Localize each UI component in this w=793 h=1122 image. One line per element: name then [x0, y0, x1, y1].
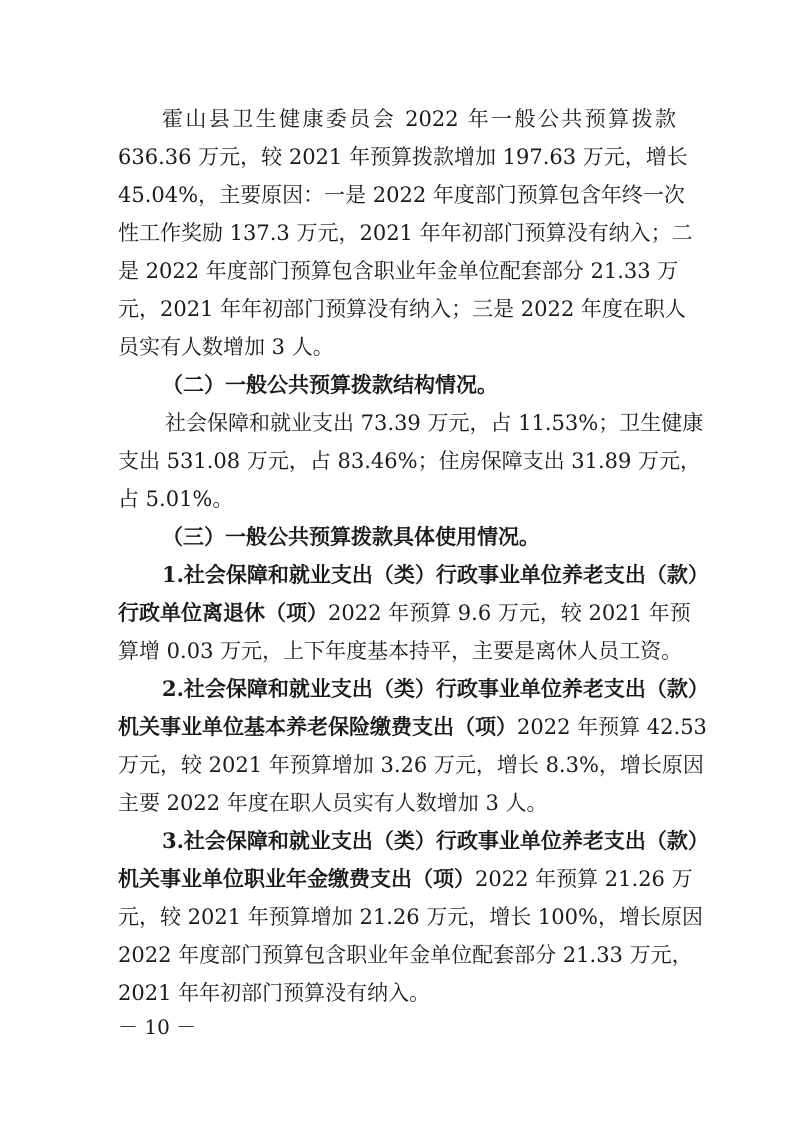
item-heading: 1.社会保障和就业支出（类）行政事业单位养老支出（款）	[162, 562, 709, 587]
paragraph-line: 2022 年度部门预算包含职业年金单位配套部分 21.33 万元，	[118, 943, 693, 967]
section-heading: （二）一般公共预算拨款结构情况。	[162, 372, 498, 397]
item-text: 2022 年预算 9.6 万元，较 2021 年预	[328, 601, 691, 625]
paragraph-line: 2021 年年初部门预算没有纳入。	[118, 981, 431, 1005]
paragraph-line: 霍山县卫生健康委员会 2022 年一般公共预算拨款	[162, 107, 676, 131]
paragraph-line	[118, 712, 707, 744]
item-subheading: 机关事业单位职业年金缴费支出（项）	[118, 866, 475, 891]
paragraph-line: 性工作奖励 137.3 万元，2021 年年初部门预算没有纳入；二	[118, 221, 693, 245]
paragraph-line: 员实有人数增加 3 人。	[118, 335, 334, 359]
paragraph-line: 占 5.01%。	[118, 487, 234, 511]
paragraph-line	[118, 864, 693, 896]
item-text: 2022 年预算 21.26 万	[475, 867, 693, 891]
paragraph-line: 社会保障和就业支出 73.39 万元，占 11.53%；卫生健康	[165, 411, 704, 435]
item-subheading: 机关事业单位基本养老保险缴费支出（项）	[118, 714, 517, 739]
paragraph-line: 主要 2022 年度在职人员实有人数增加 3 人。	[118, 791, 548, 815]
item-heading: 3.社会保障和就业支出（类）行政事业单位养老支出（款）	[162, 828, 709, 853]
section-heading: （三）一般公共预算拨款具体使用情况。	[162, 524, 540, 549]
paragraph-line: 万元，较 2021 年预算增加 3.26 万元，增长 8.3%，增长原因	[118, 753, 704, 777]
paragraph-line: 636.36 万元，较 2021 年预算拨款增加 197.63 万元，增长	[118, 145, 688, 169]
item-heading: 2.社会保障和就业支出（类）行政事业单位养老支出（款）	[162, 676, 709, 701]
page-number: － 10 －	[118, 1015, 197, 1039]
paragraph-line	[118, 598, 691, 630]
paragraph-line: 是 2022 年度部门预算包含职业年金单位配套部分 21.33 万	[118, 259, 679, 283]
paragraph-line: 支出 531.08 万元，占 83.46%；住房保障支出 31.89 万元，	[118, 449, 702, 473]
paragraph-line: 算增 0.03 万元，上下年度基本持平，主要是离休人员工资。	[118, 639, 683, 663]
item-subheading: 行政单位离退休（项）	[118, 600, 328, 625]
paragraph-line: 元，2021 年年初部门预算没有纳入；三是 2022 年度在职人	[118, 297, 686, 321]
item-text: 2022 年预算 42.53	[517, 715, 707, 739]
paragraph-line: 45.04%，主要原因：一是 2022 年度部门预算包含年终一次	[118, 183, 685, 207]
paragraph-line: 元，较 2021 年预算增加 21.26 万元，增长 100%，增长原因	[118, 905, 703, 929]
